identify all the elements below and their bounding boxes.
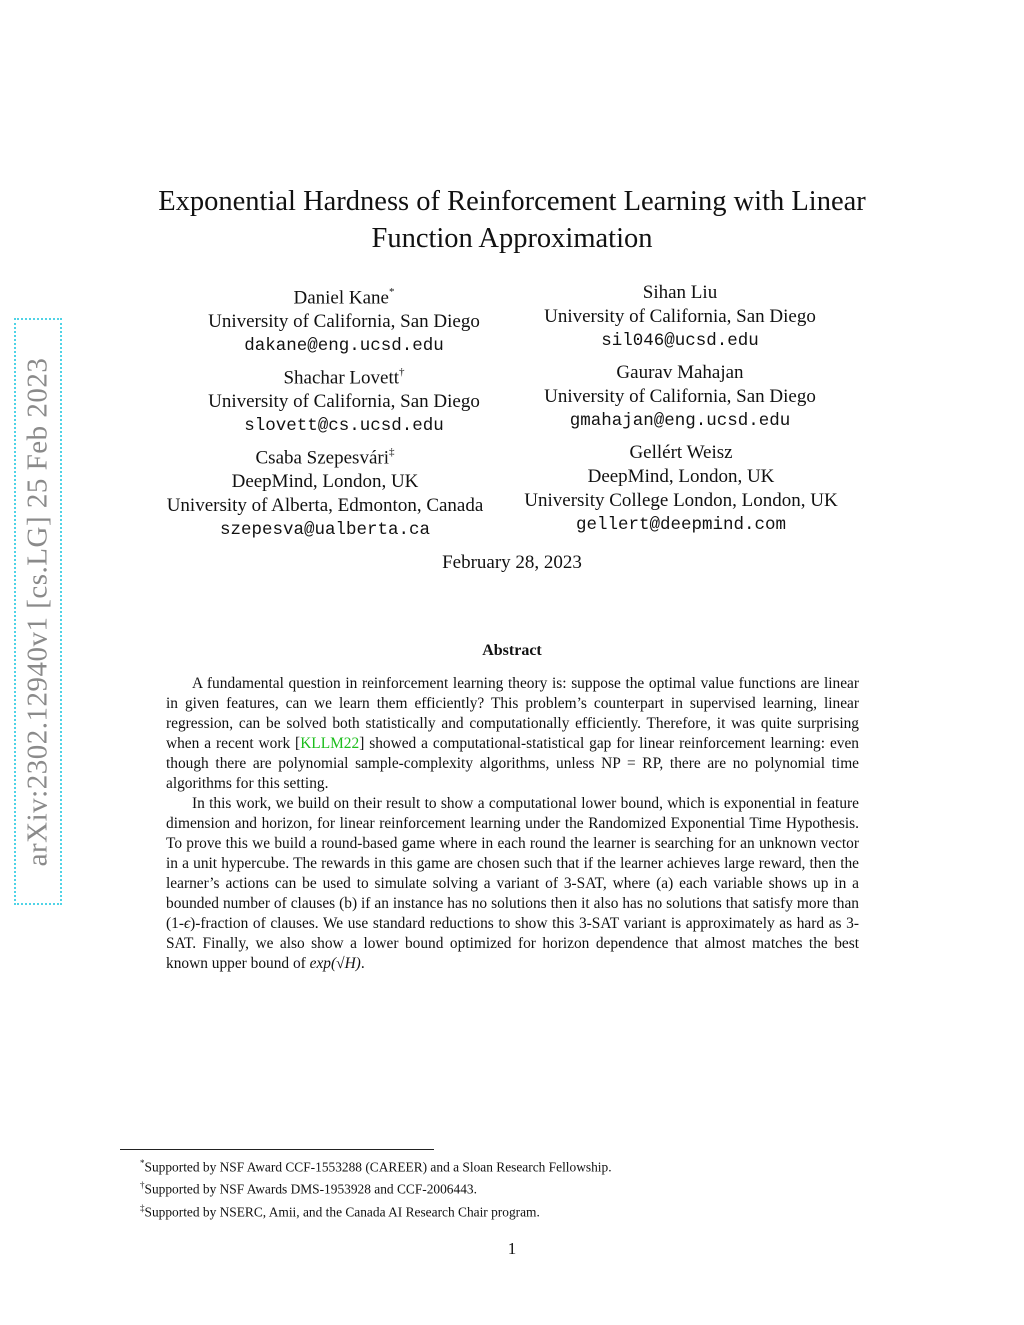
author-email[interactable]: gmahajan@eng.ucsd.edu <box>569 411 791 431</box>
author-email[interactable]: sil046@ucsd.edu <box>601 331 759 351</box>
footnote-divider <box>120 1149 434 1150</box>
title-line-1: Exponential Hardness of Reinforcement Learning with Linear <box>158 186 866 217</box>
footnotes <box>140 1154 900 1221</box>
author-affiliation: University of California, San Diego <box>544 386 816 407</box>
author-name: Gellért Weisz <box>629 442 733 463</box>
arxiv-identifier: arXiv:2302.12940v1 [cs.LG] 25 Feb 2023 <box>21 357 54 866</box>
author-block <box>491 441 871 537</box>
author-email[interactable]: slovett@cs.ucsd.edu <box>244 416 444 437</box>
author-affiliation: DeepMind, London, UK <box>587 466 775 487</box>
author-affiliation: University of California, San Diego <box>208 391 480 413</box>
author-name: Csaba Szepesvári‡ <box>255 446 395 469</box>
author-block <box>470 281 890 353</box>
footnote-mark[interactable]: ‡ <box>388 446 395 458</box>
author-affiliation: DeepMind, London, UK <box>231 471 419 493</box>
author-block <box>470 361 890 433</box>
footnote: *Supported by NSF Award CCF-1553288 (CAREER) and a Sloan Research Fellowship. <box>140 1158 612 1175</box>
abstract-body <box>166 674 859 974</box>
footnote: ‡Supported by NSERC, Amii, and the Canada AI Research Chair program. <box>140 1202 540 1220</box>
arxiv-stamp[interactable] <box>14 318 62 905</box>
paper-title <box>120 183 904 257</box>
author-name: Sihan Liu <box>642 282 718 303</box>
publication-date: February 28, 2023 <box>442 552 582 573</box>
author-affiliation: University College London, London, UK <box>524 490 838 511</box>
citation-link[interactable]: KLLM22 <box>300 735 360 752</box>
title-line-2: Function Approximation <box>371 223 653 254</box>
abstract-paragraph-2: In this work, we build on their result to show a computational lower bound, which is exponential in feature dimension and horizon, for linear reinforcement learning under the Randomized Exponential Time Hypothesis. To prove this we build a round-based game where in each round the learner is searching for an unknown vector in a unit hypercube. The rewards in this game are chosen such that if the learner achieves large reward, then the learner’s actions can be used to simulate solving a variant of 3-SAT, where (a) each variable shows up in a bounded number of clauses (b) if an instance has no solutions then it also has no solutions that satisfy more than (1-ϵ)-fraction of clauses. We use standard reductions to show this 3-SAT variant is approximately as hard as 3-SAT. Finally, we also show a lower bound optimized for horizon dependence that almost matches the best known upper bound of exp(√H). <box>166 795 859 972</box>
author-name: Gaurav Mahajan <box>616 362 744 383</box>
footnote: †Supported by NSF Awards DMS-1953928 and CCF-2006443. <box>140 1180 477 1197</box>
author-block <box>115 441 535 542</box>
author-name: Shachar Lovett† <box>283 366 405 389</box>
author-affiliation: University of Alberta, Edmonton, Canada <box>166 495 484 517</box>
abstract-paragraph-1: A fundamental question in reinforcement learning theory is: suppose the optimal value functions are linear in given features, can we learn them efficiently? This problem’s counterpart in supervised learning, linear regression, can be solved both statistically and computationally efficiently. Therefore, it was quite surprising when a recent work [KLLM22] showed a computational-statistical gap for linear reinforcement learning: even though there are polynomial sample-complexity algorithms, unless NP = RP, there are no polynomial time algorithms for this setting. <box>166 675 859 792</box>
author-email[interactable]: gellert@deepmind.com <box>575 515 787 535</box>
author-affiliation: University of California, San Diego <box>544 306 816 327</box>
footnote-mark[interactable]: † <box>399 366 405 378</box>
math-expression: exp(√H) <box>309 955 361 972</box>
author-name: Daniel Kane* <box>293 286 395 309</box>
author-email[interactable]: dakane@eng.ucsd.edu <box>244 336 444 357</box>
page-number: 1 <box>507 1239 517 1258</box>
abstract-heading: Abstract <box>482 642 542 659</box>
author-affiliation: University of California, San Diego <box>208 311 480 333</box>
author-email[interactable]: szepesva@ualberta.ca <box>219 520 431 541</box>
footnote-mark[interactable]: * <box>388 286 395 298</box>
